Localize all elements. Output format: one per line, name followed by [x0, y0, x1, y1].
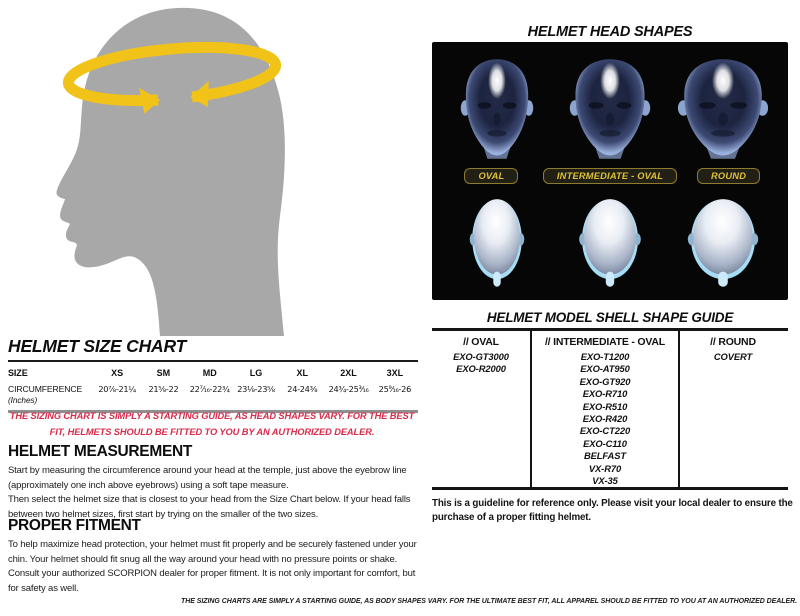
- head-top-intermediate-image: [575, 194, 645, 292]
- head-shapes-panel: [432, 42, 788, 300]
- size-value-sm: 21⅝-22: [148, 384, 179, 394]
- shape-labels-row: [440, 164, 780, 188]
- shell-guide-header-round: // ROUND: [710, 336, 756, 348]
- size-value-md: 22⁷⁄₁₆-22¾: [189, 384, 230, 394]
- size-chart-header-row: [8, 368, 418, 378]
- shell-guide-header-intermediate: // INTERMEDIATE - OVAL: [544, 336, 666, 348]
- model-item: EXO-R710: [582, 388, 628, 400]
- size-chart-values-row: [8, 384, 418, 405]
- size-col-lg: LG: [249, 368, 263, 378]
- measurement-paragraph-1: Start by measuring the circumference around your head at the temple, just above the eyebrow line (approximately one inch above eyebrows) using a soft tape measure.: [8, 465, 407, 491]
- model-item: COVERT: [713, 351, 753, 362]
- size-value-lg: 23⅛-23⅝: [237, 384, 275, 394]
- size-col-3xl: 3XL: [386, 368, 404, 378]
- head-shapes-title: HELMET HEAD SHAPES: [527, 24, 693, 40]
- circumference-label: [8, 384, 94, 405]
- size-column-label: SIZE: [8, 368, 28, 378]
- head-front-oval-image: [460, 56, 534, 160]
- measurement-paragraph-2: Then select the helmet size that is closest to your head from the Size Chart below. If your head falls between two helmet sizes, first start by trying on the smaller of the two sizes.: [8, 494, 411, 521]
- model-item: EXO-C110: [583, 437, 627, 449]
- measurement-section: [8, 443, 424, 523]
- circumference-text: CIRCUMFERENCE: [8, 384, 83, 394]
- head-top-round-image: [683, 194, 763, 292]
- divider: [8, 360, 418, 362]
- shell-guide-note: This is a guideline for reference only. Please visit your local dealer to ensure the purchase of a proper fitting helmet.: [432, 498, 793, 523]
- model-item: EXO-AT950: [580, 363, 630, 375]
- shell-guide-column-intermediate: [530, 331, 680, 487]
- shell-guide-title: HELMET MODEL SHELL SHAPE GUIDE: [486, 310, 734, 325]
- model-item: EXO-R2000: [456, 363, 506, 375]
- measurement-title: HELMET MEASUREMENT: [8, 443, 193, 460]
- size-value-xs: 20⅞-21¼: [98, 384, 136, 394]
- size-value-2xl: 24¾-25³⁄₁₆: [328, 384, 369, 394]
- shell-guide-column-oval: [432, 331, 530, 487]
- footer-disclaimer: THE SIZING CHARTS ARE SIMPLY A STARTING GUIDE, AS BODY SHAPES VARY. FOR THE ULTIMATE BEST FIT, ALL APPAREL SHOULD BE FITTED TO YOU AT AN AUTHORIZED DEALER.: [181, 598, 797, 605]
- shell-guide-column-round: [680, 331, 786, 487]
- model-item: VX-35: [592, 475, 618, 487]
- size-value-3xl: 25⁹⁄₁₆-26: [378, 384, 411, 394]
- sizing-warning-line2: FIT, HELMETS SHOULD BE FITTED TO YOU BY AN AUTHORIZED DEALER.: [49, 426, 375, 437]
- model-item: EXO-CT220: [579, 425, 631, 437]
- size-col-md: MD: [202, 368, 217, 378]
- shell-guide-header-oval: // OVAL: [463, 336, 499, 348]
- sizing-warning-line1: THE SIZING CHART IS SIMPLY A STARTING GUIDE, AS HEAD SHAPES VARY. FOR THE BEST: [9, 411, 415, 421]
- head-top-oval-image: [466, 194, 528, 292]
- shell-guide-table: [432, 328, 788, 490]
- head-front-intermediate-image: [569, 56, 651, 160]
- circumference-unit: (Inches): [8, 395, 38, 405]
- fitment-section: [8, 517, 422, 597]
- size-col-xs: XS: [111, 368, 124, 378]
- model-item: BELFAST: [583, 450, 626, 462]
- model-item: VX-R70: [588, 462, 622, 474]
- shape-label-intermediate-oval: INTERMEDIATE - OVAL: [543, 168, 677, 184]
- size-col-sm: SM: [156, 368, 171, 378]
- head-measurement-silhouette: [52, 4, 290, 336]
- model-item: EXO-GT3000: [453, 351, 509, 362]
- head-front-round-image: [677, 56, 769, 160]
- measurement-body: [8, 464, 424, 523]
- shape-label-oval: OVAL: [464, 168, 518, 184]
- head-profile-shape: [56, 8, 284, 336]
- size-col-2xl: 2XL: [340, 368, 357, 378]
- model-item: EXO-R420: [582, 413, 628, 425]
- fitment-title: PROPER FITMENT: [8, 517, 141, 534]
- fitment-body: To help maximize head protection, your helmet must fit properly and be securely fastened under your chin. Your helmet should fit snug all the way around your head with no pressure points or shake. Consult your authorized SCORPION dealer for proper fitment. It is not only important for comfort, but for safety as well.: [8, 539, 417, 595]
- size-value-xl: 24-24⅜: [287, 384, 318, 394]
- size-chart-section: [8, 336, 418, 413]
- sizing-warning: [4, 409, 420, 441]
- model-item: EXO-R510: [582, 400, 628, 412]
- size-chart-title: HELMET SIZE CHART: [8, 336, 187, 356]
- front-view-heads-row: [440, 54, 780, 160]
- shape-label-round: ROUND: [697, 168, 760, 184]
- size-col-xl: XL: [296, 368, 309, 378]
- model-item: EXO-GT920: [579, 375, 631, 387]
- top-view-heads-row: [440, 192, 780, 294]
- model-item: EXO-T1200: [580, 351, 630, 362]
